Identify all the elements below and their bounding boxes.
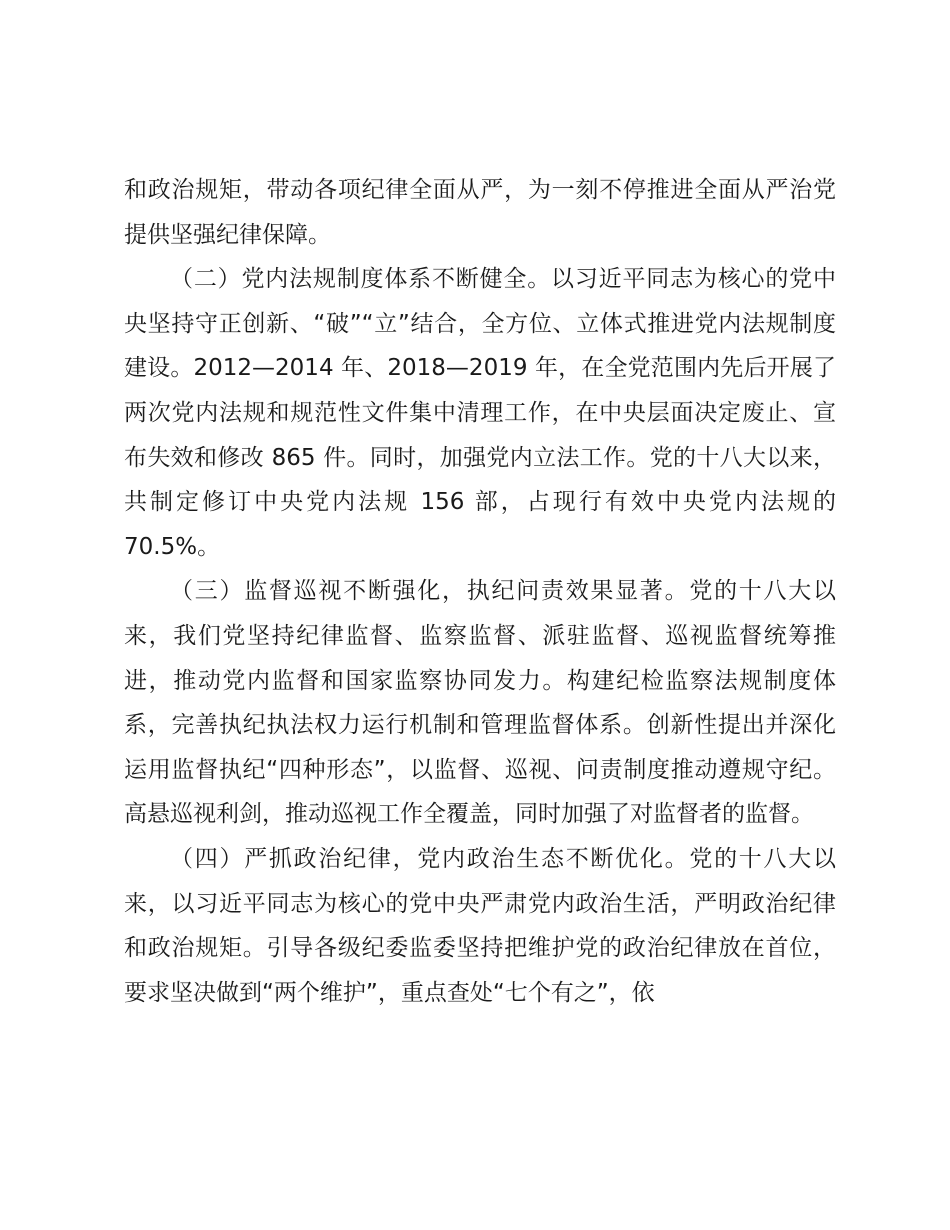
paragraph-party-regulations: （二）党内法规制度体系不断健全。以习近平同志为核心的党中央坚持守正创新、“破”“立”结合，全方位、立体式推进党内法规制度建设。2012—2014 年、2018—2019 年，在全党范围内先后开展了两次党内法规和规范性文件集中清理工作，在中央层面决定废止、宣布失效和修改 865 件。同时，加强党内立法工作。党的十八大以来，共制定修订中央党内法规 156 部，占现行有效中央党内法规的 70.5%。 bbox=[124, 266, 836, 560]
paragraph-political-discipline: （四）严抓政治纪律，党内政治生态不断优化。党的十八大以来，以习近平同志为核心的党中央严肃党内政治生活，严明政治纪律和政治规矩。引导各级纪委监委坚持把维护党的政治纪律放在首位，要求坚决做到“两个维护”，重点查处“七个有之”，依 bbox=[124, 845, 836, 1006]
paragraph-continuation: 和政治规矩，带动各项纪律全面从严，为一刻不停推进全面从严治党提供坚强纪律保障。 bbox=[124, 177, 836, 248]
document-body bbox=[124, 168, 836, 1015]
paragraph-supervision-inspection: （三）监督巡视不断强化，执纪问责效果显著。党的十八大以来，我们党坚持纪律监督、监察监督、派驻监督、巡视监督统筹推进，推动党内监督和国家监察协同发力。构建纪检监察法规制度体系，完善执纪执法权力运行机制和管理监督体系。创新性提出并深化运用监督执纪“四种形态”，以监督、巡视、问责制度推动遵规守纪。高悬巡视利剑，推动巡视工作全覆盖，同时加强了对监督者的监督。 bbox=[124, 578, 836, 828]
